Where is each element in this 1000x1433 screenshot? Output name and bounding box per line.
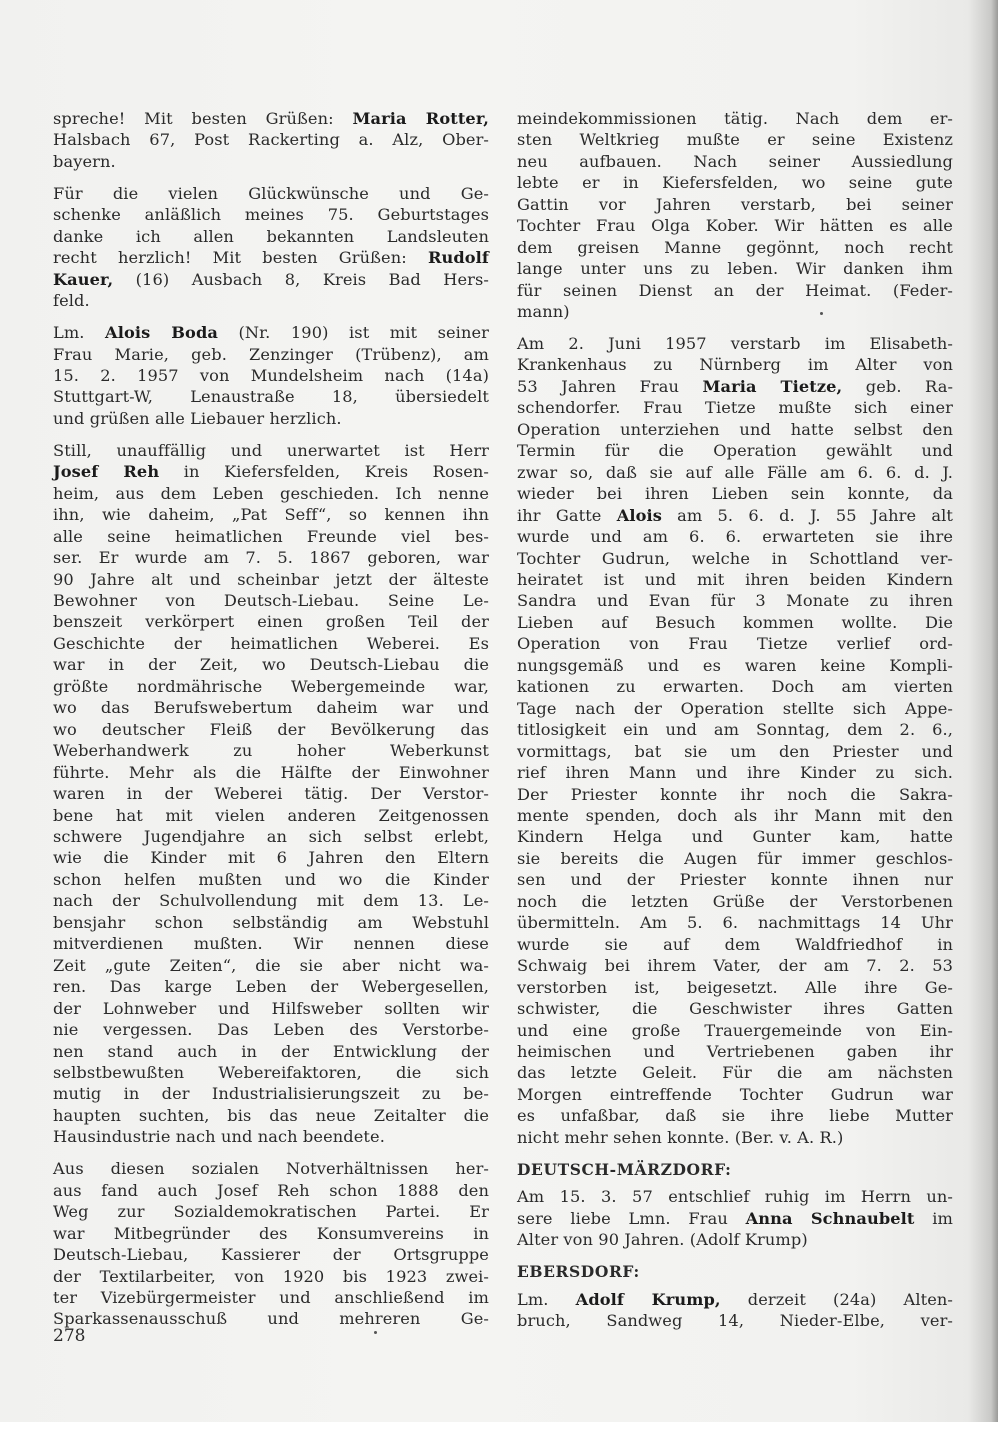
text-line: [517, 333, 953, 354]
text-run: Deutsch-Liebau, Kassierer der Ortsgruppe: [53, 1245, 489, 1265]
text-line: [53, 719, 489, 740]
text-line: [53, 912, 489, 933]
paragraph: [517, 1289, 953, 1332]
text-run: titlosigkeit ein und am Sonntag, dem 2. 6.,: [517, 720, 953, 740]
bold-name: Maria Tietze,: [702, 376, 843, 396]
text-run: der Textilarbeiter, von 1920 bis 1923 zwei-: [53, 1266, 489, 1286]
text-line: [517, 719, 953, 740]
text-run: Krankenhaus zu Nürnberg im Alter von: [517, 355, 953, 375]
text-line: [53, 955, 489, 976]
text-line: [517, 891, 953, 912]
text-line: [53, 1287, 489, 1308]
text-run: zwar so, daß sie auf alle Fälle am 6. 6. d. J.: [517, 462, 953, 482]
text-run: war Mitbegründer des Konsumvereins in: [53, 1223, 489, 1243]
text-line: [517, 569, 953, 590]
text-line: [517, 1127, 953, 1148]
text-run: vormittags, bat sie um den Priester und: [517, 741, 953, 761]
text-line: [517, 676, 953, 697]
text-line: [53, 890, 489, 911]
text-run: 53 Jahren Frau: [517, 376, 703, 396]
text-line: [53, 526, 489, 547]
text-line: [53, 504, 489, 525]
text-line: [517, 633, 953, 654]
text-run: war in der Zeit, wo Deutsch-Liebau die: [53, 655, 489, 675]
text-line: [53, 1083, 489, 1104]
text-line: [517, 526, 953, 547]
text-run: Sparkassenausschuß und mehreren Ge-: [53, 1309, 489, 1329]
text-run: mutig in der Industrialisierungszeit zu be-: [53, 1084, 489, 1104]
text-line: [53, 976, 489, 997]
text-run: wo deutscher Fleiß der Bevölkerung das: [53, 719, 489, 739]
text-run: nen stand auch in der Entwicklung der: [53, 1041, 489, 1061]
text-run: Termin für die Operation gewählt und: [517, 441, 953, 461]
text-run: recht herzlich! Mit besten Grüßen:: [53, 248, 428, 268]
text-run: wurde und am 6. 6. erwarteten sie ihre: [517, 527, 953, 547]
text-run: wurde sie auf dem Waldfriedhof in: [517, 934, 953, 954]
text-line: [517, 419, 953, 440]
text-run: geb. Ra-: [842, 376, 954, 396]
text-line: [53, 365, 489, 386]
text-line: [53, 933, 489, 954]
text-line: [53, 322, 489, 343]
text-run: schon helfen mußten und wo die Kinder: [53, 869, 489, 889]
text-run: Kindern Helga und Gunter kam, hatte: [517, 827, 953, 847]
paragraph: [53, 440, 489, 1148]
text-line: [517, 151, 953, 172]
text-run: (Nr. 190) ist mit seiner: [217, 323, 489, 343]
text-line: [517, 955, 953, 976]
paragraph: [53, 322, 489, 429]
text-run: für seinen Dienst an der Heimat. (Feder-: [517, 280, 953, 300]
text-line: [53, 386, 489, 407]
text-run: Der Priester konnte ihr noch die Sakra-: [517, 784, 953, 804]
text-run: mitverdienen mußten. Wir nennen diese: [53, 934, 489, 954]
text-run: sen und der Priester konnte ihnen nur: [517, 870, 953, 890]
page-number: 278: [53, 1326, 86, 1346]
bold-name: Anna Schnaubelt: [745, 1208, 915, 1228]
text-run: rief ihren Mann und ihre Kinder zu sich.: [517, 763, 953, 783]
text-run: Aus diesen sozialen Notverhältnissen her-: [53, 1159, 489, 1179]
text-run: übermitteln. Am 5. 6. nachmittags 14 Uhr: [517, 913, 953, 933]
text-line: [53, 869, 489, 890]
right-text-column: [517, 108, 953, 1342]
text-run: Lieben auf Besuch kommen wollte. Die: [517, 612, 953, 632]
text-line: [517, 258, 953, 279]
text-line: [517, 548, 953, 569]
text-run: Operation von Frau Tietze verlief ord-: [517, 634, 953, 654]
text-line: [53, 1308, 489, 1329]
text-line: [53, 1158, 489, 1179]
text-run: und eine große Trauergemeinde von Ein-: [517, 1020, 953, 1040]
bold-name: Adolf Krump,: [575, 1289, 721, 1309]
text-line: [53, 1019, 489, 1040]
text-run: haupten suchten, bis das neue Zeitalter die: [53, 1105, 489, 1125]
print-speck: [820, 312, 823, 315]
text-line: [53, 1041, 489, 1062]
text-line: [53, 440, 489, 461]
text-run: Tage nach der Operation stellte sich Appe-: [517, 698, 953, 718]
text-run: schendorfer. Frau Tietze mußte sich einer: [517, 398, 953, 418]
text-run: Frau Marie, geb. Zenzinger (Trübenz), am: [53, 344, 489, 364]
text-run: feld.: [53, 291, 90, 311]
text-line: [53, 611, 489, 632]
text-line: [517, 354, 953, 375]
text-run: aus fand auch Josef Reh schon 1888 den: [53, 1180, 489, 1200]
text-line: [517, 1020, 953, 1041]
text-run: mente spenden, doch als ihr Mann mit den: [517, 806, 953, 825]
text-line: [517, 1084, 953, 1105]
text-line: [517, 612, 953, 633]
text-run: schenke anläßlich meines 75. Geburtstages: [53, 205, 489, 225]
text-run: kationen zu erwarten. Doch am vierten: [517, 677, 953, 697]
text-run: spreche! Mit besten Grüßen:: [53, 109, 353, 128]
text-line: [517, 977, 953, 998]
text-line: [517, 826, 953, 847]
text-line: [53, 654, 489, 675]
text-line: [53, 1062, 489, 1083]
text-run: schwister, die Geschwister ihres Gatten: [517, 999, 953, 1019]
text-line: [517, 1062, 953, 1083]
text-run: noch die letzten Grüße der Verstorbenen: [517, 891, 953, 911]
text-line: [517, 848, 953, 869]
text-run: Lm.: [517, 1289, 576, 1309]
bold-name: Alois Boda: [105, 323, 218, 343]
text-run: Halsbach 67, Post Rackerting a. Alz, Ober-: [53, 130, 489, 150]
text-run: Zeit „gute Zeiten“, die sie aber nicht wa-: [53, 955, 489, 975]
text-run: wieder bei ihren Lieben sein konnte, da: [517, 484, 953, 504]
text-run: 90 Jahre alt und scheinbar jetzt der älteste: [53, 569, 489, 589]
text-run: Geschichte der heimatlichen Weberei. Es: [53, 633, 489, 653]
text-line: [53, 1180, 489, 1201]
text-run: ter Vizebürgermeister und anschließend im: [53, 1288, 489, 1308]
text-run: danke ich allen bekannten Landsleuten: [53, 226, 489, 246]
text-run: wo das Berufswebertum daheim war und: [53, 698, 489, 718]
print-speck: [374, 1331, 377, 1334]
text-line: [517, 762, 953, 783]
text-line: [53, 204, 489, 225]
text-run: derzeit (24a) Alten-: [720, 1289, 953, 1309]
text-line: [517, 301, 953, 322]
section-heading: EBERSDORF:: [517, 1262, 640, 1282]
text-line: [53, 676, 489, 697]
text-line: [53, 1126, 489, 1147]
text-run: Still, unauffällig und unerwartet ist Herr: [53, 440, 489, 460]
text-line: [53, 847, 489, 868]
text-run: in Kiefersfelden, Kreis Rosen-: [159, 462, 489, 482]
text-run: nicht mehr sehen konnte. (Ber. v. A. R.): [517, 1127, 844, 1147]
text-line: [53, 1244, 489, 1265]
text-line: [517, 194, 953, 215]
text-run: nungsgemäß und es waren keine Kompli-: [517, 655, 953, 675]
text-line: [517, 172, 953, 193]
text-run: Stuttgart-W, Lenaustraße 18, übersiedelt: [53, 387, 489, 407]
text-line: [517, 462, 953, 483]
text-line: [53, 290, 489, 311]
text-run: größte nordmährische Webergemeinde war,: [53, 676, 489, 696]
text-line: [517, 1105, 953, 1126]
text-line: [517, 934, 953, 955]
text-run: ren. Das karge Leben der Webergesellen,: [53, 977, 489, 997]
text-line: [53, 547, 489, 568]
text-run: heimischen und Vertriebenen gaben ihr: [517, 1041, 953, 1061]
text-line: [53, 569, 489, 590]
text-line: [517, 741, 953, 762]
text-run: 15. 2. 1957 von Mundelsheim nach (14a): [53, 365, 489, 385]
text-run: Sandra und Evan für 3 Monate zu ihren: [517, 591, 953, 611]
text-run: es unfaßbar, daß sie ihre liebe Mutter: [517, 1106, 953, 1126]
text-line: [53, 783, 489, 804]
text-line: [53, 697, 489, 718]
text-run: ihn, wie daheim, „Pat Seff“, so kennen ihn: [53, 505, 489, 525]
text-run: meindekommissionen tätig. Nach dem er-: [517, 109, 953, 128]
text-line: [53, 590, 489, 611]
text-run: Am 15. 3. 57 entschlief ruhig im Herrn un-: [517, 1187, 953, 1207]
text-line: [53, 129, 489, 150]
paragraph: [53, 108, 489, 172]
text-line: [53, 226, 489, 247]
text-run: Tochter Frau Olga Kober. Wir hätten es alle: [517, 216, 953, 236]
text-run: bensjahr schon selbständig am Webstuhl: [53, 912, 489, 932]
text-run: heiratet ist und mit ihren beiden Kindern: [517, 570, 953, 590]
text-run: Hausindustrie nach und nach beendete.: [53, 1127, 385, 1147]
text-line: [517, 483, 953, 504]
text-run: bene hat mit vielen anderen Zeitgenossen: [53, 805, 489, 825]
text-line: [517, 655, 953, 676]
text-run: führte. Mehr als die Hälfte der Einwohner: [53, 762, 489, 782]
text-line: [517, 440, 953, 461]
text-line: [517, 129, 953, 150]
text-line: [517, 912, 953, 933]
section-heading: DEUTSCH-MÄRZDORF:: [517, 1159, 732, 1179]
text-line: [517, 805, 953, 826]
text-run: nie vergessen. Das Leben des Verstorbe-: [53, 1020, 489, 1040]
text-line: [517, 108, 953, 129]
text-run: Lm.: [53, 323, 106, 343]
text-line: [517, 1289, 953, 1310]
text-line: [517, 1186, 953, 1207]
paragraph: [53, 183, 489, 312]
text-run: sten Weltkrieg mußte er seine Existenz: [517, 130, 953, 150]
text-line: [53, 1105, 489, 1126]
text-line: [517, 505, 953, 526]
text-run: ihr Gatte: [517, 505, 617, 525]
text-run: verstorben ist, beigesetzt. Alle ihre Ge-: [517, 977, 953, 997]
bold-name: Josef Reh: [53, 462, 160, 482]
text-run: Für die vielen Glückwünsche und Ge-: [53, 183, 489, 203]
text-run: neu aufbauen. Nach seiner Aussiedlung: [517, 151, 953, 171]
paragraph: [517, 1186, 953, 1250]
text-line: [53, 1223, 489, 1244]
text-run: schwere Jugendjahre an sich selbst erlebt,: [53, 827, 489, 846]
text-line: [53, 633, 489, 654]
text-run: heim, aus dem Leben geschieden. Ich nenne: [53, 483, 489, 503]
bold-name: Alois: [616, 505, 662, 525]
text-line: [517, 215, 953, 236]
text-run: der Lohnweber und Hilfsweber sollten wir: [53, 998, 489, 1018]
text-line: [53, 483, 489, 504]
text-run: Operation unterziehen und hatte selbst den: [517, 419, 953, 439]
text-line: [53, 461, 489, 482]
text-run: Tochter Gudrun, welche in Schottland ver-: [517, 548, 953, 568]
text-run: am 5. 6. d. J. 55 Jahre alt: [661, 505, 953, 525]
text-line: [517, 1310, 953, 1331]
text-run: Alter von 90 Jahren. (Adolf Krump): [517, 1230, 808, 1250]
text-run: sere liebe Lmn. Frau: [517, 1208, 746, 1228]
bold-name: Kauer,: [53, 269, 114, 289]
text-line: [53, 1266, 489, 1287]
text-line: [53, 344, 489, 365]
bold-name: Rudolf: [427, 248, 489, 268]
text-run: sie bereits die Augen für immer geschlos-: [517, 848, 953, 868]
text-line: [517, 280, 953, 301]
text-line: [517, 784, 953, 805]
text-run: bruch, Sandweg 14, Nieder-Elbe, ver-: [517, 1310, 953, 1330]
text-line: [53, 762, 489, 783]
text-line: [517, 1208, 953, 1229]
text-run: ser. Er wurde am 7. 5. 1867 geboren, war: [53, 548, 489, 568]
text-line: [517, 397, 953, 418]
left-text-column: [53, 108, 489, 1340]
text-run: bayern.: [53, 151, 116, 171]
text-run: das letzte Geleit. Für die am nächsten: [517, 1063, 953, 1083]
text-run: lebte er in Kiefersfelden, wo seine gute: [517, 173, 953, 193]
text-line: [53, 408, 489, 429]
text-line: [53, 247, 489, 268]
text-run: im: [914, 1208, 953, 1228]
text-run: waren in der Weberei tätig. Der Verstor-: [53, 784, 489, 804]
text-run: nach der Schulvollendung mit dem 13. Le-: [53, 891, 489, 911]
text-run: Schwaig bei ihrem Vater, der am 7. 2. 53: [517, 956, 953, 976]
bold-name: Maria Rotter,: [352, 109, 490, 128]
text-line: [517, 237, 953, 258]
text-line: [53, 998, 489, 1019]
text-line: [53, 805, 489, 826]
text-line: [517, 1041, 953, 1062]
text-line: [53, 826, 489, 847]
paragraph: [517, 108, 953, 323]
text-run: Bewohner von Deutsch-Liebau. Seine Le-: [53, 591, 489, 611]
paragraph: [53, 1158, 489, 1330]
text-line: [53, 269, 489, 290]
text-line: [53, 108, 489, 129]
text-run: mann): [517, 302, 570, 322]
text-run: wie die Kinder mit 6 Jahren den Eltern: [53, 848, 489, 868]
text-line: [53, 740, 489, 761]
text-line: [517, 869, 953, 890]
text-run: selbstbewußten Webereifaktoren, die sich: [53, 1062, 489, 1082]
text-line: [517, 1229, 953, 1250]
text-line: [53, 183, 489, 204]
text-run: alle seine heimatlichen Freunde viel bes-: [53, 526, 489, 546]
text-line: [53, 1201, 489, 1222]
text-run: Weg zur Sozialdemokratischen Partei. Er: [53, 1202, 489, 1222]
paragraph: [517, 333, 953, 1148]
text-run: Morgen eintreffende Tochter Gudrun war: [517, 1084, 953, 1104]
text-line: [517, 376, 953, 397]
text-run: lange unter uns zu leben. Wir danken ihm: [517, 259, 953, 279]
text-line: [53, 151, 489, 172]
text-run: dem greisen Manne gegönnt, noch recht: [517, 237, 953, 257]
text-run: und grüßen alle Liebauer herzlich.: [53, 408, 342, 428]
text-run: Gattin vor Jahren verstarb, bei seiner: [517, 194, 953, 214]
text-line: [517, 590, 953, 611]
text-run: benszeit verkörpert einen großen Teil der: [53, 612, 489, 632]
text-line: [517, 698, 953, 719]
text-line: [517, 998, 953, 1019]
text-run: Am 2. Juni 1957 verstarb im Elisabeth-: [517, 334, 953, 354]
text-run: (16) Ausbach 8, Kreis Bad Hers-: [113, 269, 489, 289]
text-run: Weberhandwerk zu hoher Weberkunst: [53, 741, 489, 761]
